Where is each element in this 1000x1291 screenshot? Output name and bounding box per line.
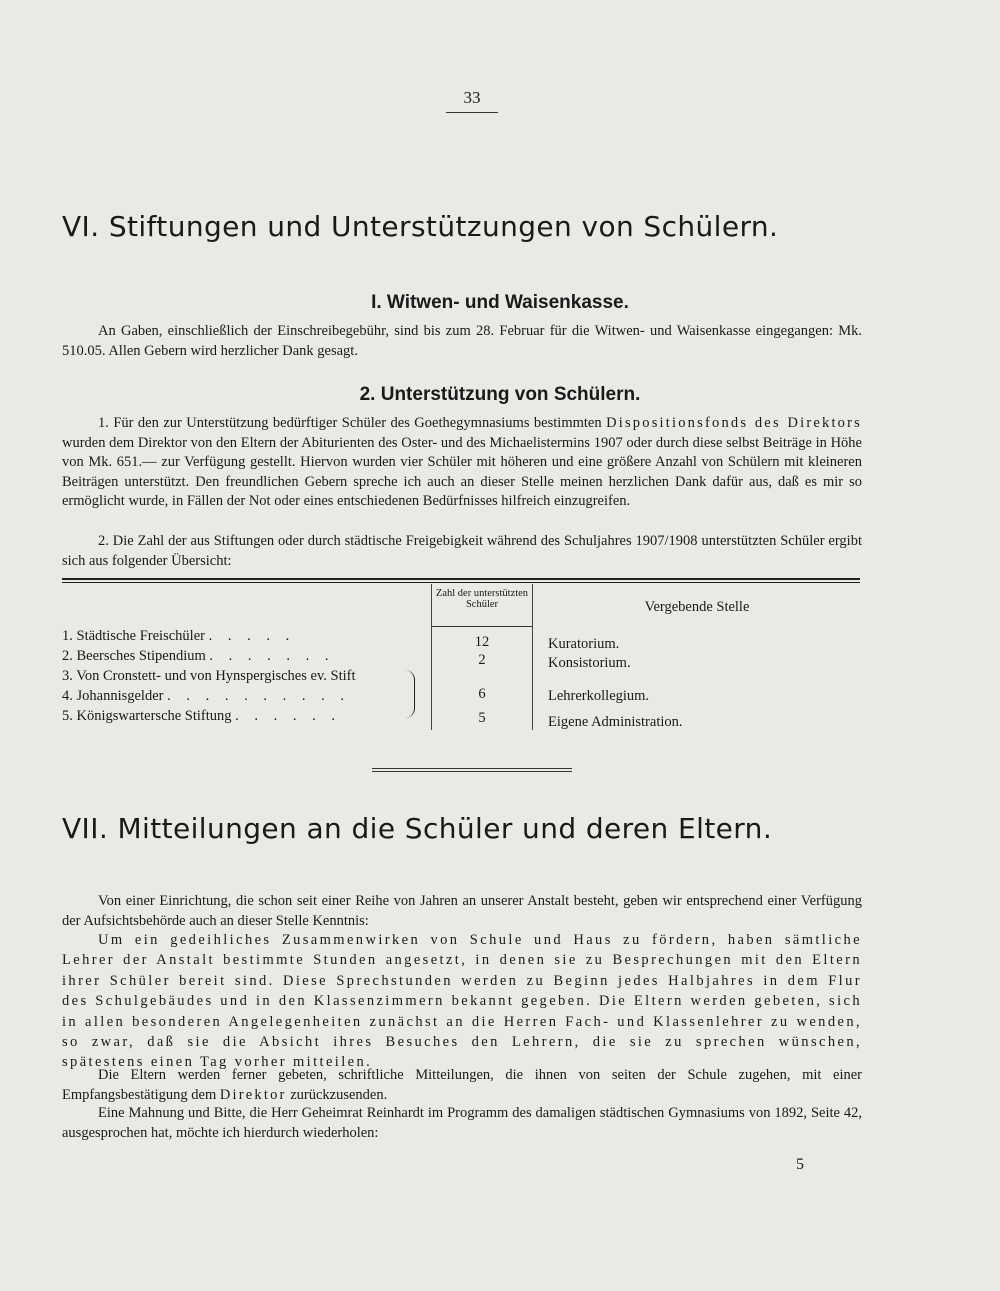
table-row-label: 5. Königswartersche Stiftung . . . . . . xyxy=(62,708,342,724)
page-number: 33 xyxy=(463,88,481,107)
unterstuetzung-paragraph-2: 2. Die Zahl der aus Stiftungen oder durch städtische Freigebigkeit während des Schuljahres 1907/1908 unterstützten Schüler ergibt sich aus folgender Übersicht: xyxy=(62,533,862,569)
section-vi-title: VI. Stiftungen und Unterstützungen von Schülern. xyxy=(62,210,779,243)
page-number-rule xyxy=(446,112,498,113)
table-row-label: 1. Städtische Freischüler . . . . . xyxy=(62,628,296,644)
section-separator-rule xyxy=(372,768,572,769)
unterstuetzung-heading: 2. Unterstützung von Schülern. xyxy=(359,384,641,405)
table-column-divider-2 xyxy=(532,584,533,730)
mitteilungen-paragraph-3: Die Eltern werden ferner gebeten, schriftliche Mitteilungen, die ihnen von seiten der Schule zugehen, mit einer Empfangsbestätigung dem Direktor zurückzusenden. xyxy=(62,1067,862,1103)
table-row-stelle: Konsistorium. xyxy=(548,655,631,671)
mitteilungen-paragraph-2: Um ein gedeihliches Zusammenwirken von Schule und Haus zu fördern, haben sämtliche Lehrer der Anstalt bestimmte Stunden angesetzt, in denen sie zu Besprechungen mit den Eltern ihrer Schüler bereit sind. Diese Sprechstunden werden zu Beginn jedes Halbjahres in dem Flur des Schulgebäudes und in den Klassenzimmern bekannt gegeben. Die Eltern werden gebeten, sich in allen besonderen Angelegenheiten zunächst an die Herren Fach- und Klassenlehrer zu wenden, so zwar, daß sie die Absicht ihres Besuches den Lehrern, die sie zu sprechen wünschen, spätestens einen Tag vorher mitteilen. xyxy=(62,932,862,1071)
p1-start: 1. Für den zur Unterstützung bedürftiger Schüler des Goethegymnasiums bestimmten xyxy=(98,415,602,431)
table-row-count: 5 xyxy=(478,710,486,726)
witwenkasse-text: An Gaben, einschließlich der Einschreibegebühr, sind bis zum 28. Februar für die Witwen- und Waisenkasse eingegangen: Mk. 510.05. Allen Gebern wird herzlicher Dank gesagt. xyxy=(62,323,862,359)
table-row-stelle: Kuratorium. xyxy=(548,636,620,652)
table-header-stelle: Vergebende Stelle xyxy=(644,599,750,615)
table-row-label: 3. Von Cronstett- und von Hynspergisches ev. Stift xyxy=(62,668,356,684)
mitteilungen-paragraph-4: Eine Mahnung und Bitte, die Herr Geheimrat Reinhardt im Programm des damaligen städtischen Gymnasiums von 1892, Seite 42, ausgesprochen hat, möchte ich hierdurch wiederholen: xyxy=(62,1105,862,1141)
table-row-count: 12 xyxy=(474,634,490,650)
table-row-count: 6 xyxy=(478,686,486,702)
p3-spaced: Direktor xyxy=(219,1086,287,1103)
section-vii-title: VII. Mitteilungen an die Schüler und deren Eltern. xyxy=(62,812,773,845)
table-top-rule xyxy=(62,578,860,580)
p1-rest: wurden dem Direktor von den Eltern der Abiturienten des Oster- und des Michaelistermins 1907 oder durch diese selbst Beiträge in Höhe von Mk. 651.— zur Verfügung gestellt. Hiervon wurden vier Schüler mit höheren und eine größere Anzahl von Schülern mit kleineren Beiträgen unterstützt. Den freundlichen Gebern spreche ich auch an dieser Stelle meinen herzlichen Dank dafür aus, daß es mir so ermöglicht wurde, in Fällen der Not oder eines entschiedenen Bedürfnisses hilfreich einzugreifen. xyxy=(62,434,862,510)
witwenkasse-heading: I. Witwen- und Waisenkasse. xyxy=(371,292,629,313)
table-top-rule-2 xyxy=(62,582,860,583)
p1-spaced: Dispositionsfonds des Direktors xyxy=(606,415,863,431)
table-brace xyxy=(404,670,415,718)
signature-mark: 5 xyxy=(796,1156,804,1173)
table-row-stelle: Eigene Administration. xyxy=(548,714,683,730)
table-row-stelle: Lehrerkollegium. xyxy=(548,688,650,704)
section-separator-rule-2 xyxy=(372,771,572,772)
mitteilungen-paragraph-1: Von einer Einrichtung, die schon seit einer Reihe von Jahren an unserer Anstalt besteht, geben wir entsprechend einer Verfügung der Aufsichtsbehörde auch an dieser Stelle Kenntnis: xyxy=(62,893,862,929)
unterstuetzung-paragraph-1 xyxy=(62,414,862,512)
table-row-label: 2. Beersches Stipendium . . . . . . . xyxy=(62,648,335,664)
table-row-label: 4. Johannisgelder . . . . . . . . . . xyxy=(62,688,350,704)
table-header-count: Zahl der unterstützten Schüler xyxy=(435,588,529,610)
table-row-count: 2 xyxy=(478,652,486,668)
table-header-rule xyxy=(432,626,532,627)
